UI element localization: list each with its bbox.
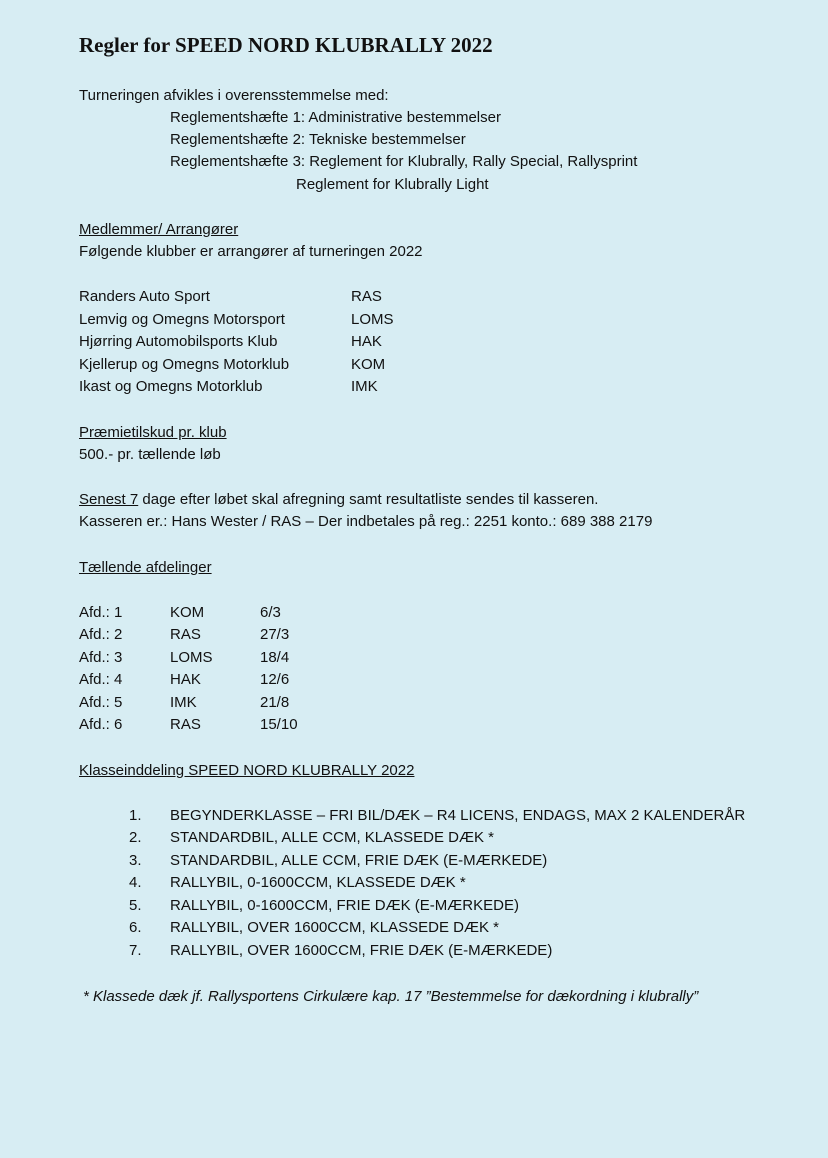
round-club: RAS: [170, 716, 201, 733]
class-text: RALLYBIL, 0-1600CCM, KLASSEDE DÆK *: [170, 874, 466, 891]
regulation-continuation: Reglement for Klubrally Light: [296, 176, 489, 193]
round-club: RAS: [170, 626, 201, 643]
round-date: 6/3: [260, 604, 281, 621]
club-name: Randers Auto Sport: [79, 288, 210, 305]
class-text: RALLYBIL, OVER 1600CCM, FRIE DÆK (E-MÆRKEDE): [170, 942, 553, 959]
settlement-text: dage efter løbet skal afregning samt resultatliste sendes til kasseren.: [138, 491, 599, 508]
intro-lead: Turneringen afvikles i overensstemmelse med:: [79, 87, 389, 104]
cashier-line: Kasseren er.: Hans Wester / RAS – Der indbetales på reg.: 2251 konto.: 689 388 2179: [79, 513, 653, 530]
members-heading: Medlemmer/ Arrangører: [79, 221, 239, 238]
regulation-2: Reglementshæfte 2: Tekniske bestemmelser: [170, 131, 466, 148]
class-text: RALLYBIL, OVER 1600CCM, KLASSEDE DÆK *: [170, 919, 500, 936]
class-number: 2.: [129, 829, 142, 846]
settlement-line: [79, 490, 598, 510]
club-name: Ikast og Omegns Motorklub: [79, 378, 263, 395]
prize-text: 500.- pr. tællende løb: [79, 446, 221, 463]
round-club: KOM: [170, 604, 205, 621]
class-text: STANDARDBIL, ALLE CCM, FRIE DÆK (E-MÆRKEDE): [170, 852, 548, 869]
round-label: Afd.: 3: [79, 649, 123, 666]
club-abbr: HAK: [351, 333, 382, 350]
prize-heading: Præmietilskud pr. klub: [79, 424, 227, 441]
class-text: RALLYBIL, 0-1600CCM, FRIE DÆK (E-MÆRKEDE): [170, 897, 519, 914]
settlement-deadline: Senest 7: [79, 491, 139, 508]
round-club: HAK: [170, 671, 201, 688]
club-abbr: KOM: [351, 356, 386, 373]
class-number: 6.: [129, 919, 142, 936]
footnote: * Klassede dæk jf. Rallysportens Cirkulære kap. 17 ”Bestemmelse for dækordning i klubrally”: [83, 988, 699, 1005]
class-number: 5.: [129, 897, 142, 914]
rounds-heading: Tællende afdelinger: [79, 559, 212, 576]
club-name: Lemvig og Omegns Motorsport: [79, 311, 285, 328]
club-name: Kjellerup og Omegns Motorklub: [79, 356, 290, 373]
round-date: 15/10: [260, 716, 298, 733]
club-abbr: LOMS: [351, 311, 394, 328]
club-abbr: IMK: [351, 378, 378, 395]
round-label: Afd.: 6: [79, 716, 123, 733]
round-date: 21/8: [260, 694, 290, 711]
class-number: 7.: [129, 942, 142, 959]
class-number: 1.: [129, 807, 142, 824]
members-lead: Følgende klubber er arrangører af turneringen 2022: [79, 243, 423, 260]
regulation-3: Reglementshæfte 3: Reglement for Klubrally, Rally Special, Rallysprint: [170, 153, 638, 170]
round-date: 18/4: [260, 649, 290, 666]
round-club: LOMS: [170, 649, 213, 666]
club-abbr: RAS: [351, 288, 382, 305]
classes-heading: Klasseinddeling SPEED NORD KLUBRALLY 2022: [79, 762, 415, 779]
round-date: 27/3: [260, 626, 290, 643]
class-text: STANDARDBIL, ALLE CCM, KLASSEDE DÆK *: [170, 829, 494, 846]
round-label: Afd.: 5: [79, 694, 123, 711]
class-number: 4.: [129, 874, 142, 891]
class-text: BEGYNDERKLASSE – FRI BIL/DÆK – R4 LICENS, ENDAGS, MAX 2 KALENDERÅR: [170, 807, 746, 824]
club-name: Hjørring Automobilsports Klub: [79, 333, 278, 350]
round-date: 12/6: [260, 671, 290, 688]
round-label: Afd.: 2: [79, 626, 123, 643]
page-title: Regler for SPEED NORD KLUBRALLY 2022: [79, 33, 493, 57]
round-club: IMK: [170, 694, 197, 711]
round-label: Afd.: 4: [79, 671, 123, 688]
round-label: Afd.: 1: [79, 604, 123, 621]
regulation-1: Reglementshæfte 1: Administrative bestemmelser: [170, 109, 501, 126]
class-number: 3.: [129, 852, 142, 869]
